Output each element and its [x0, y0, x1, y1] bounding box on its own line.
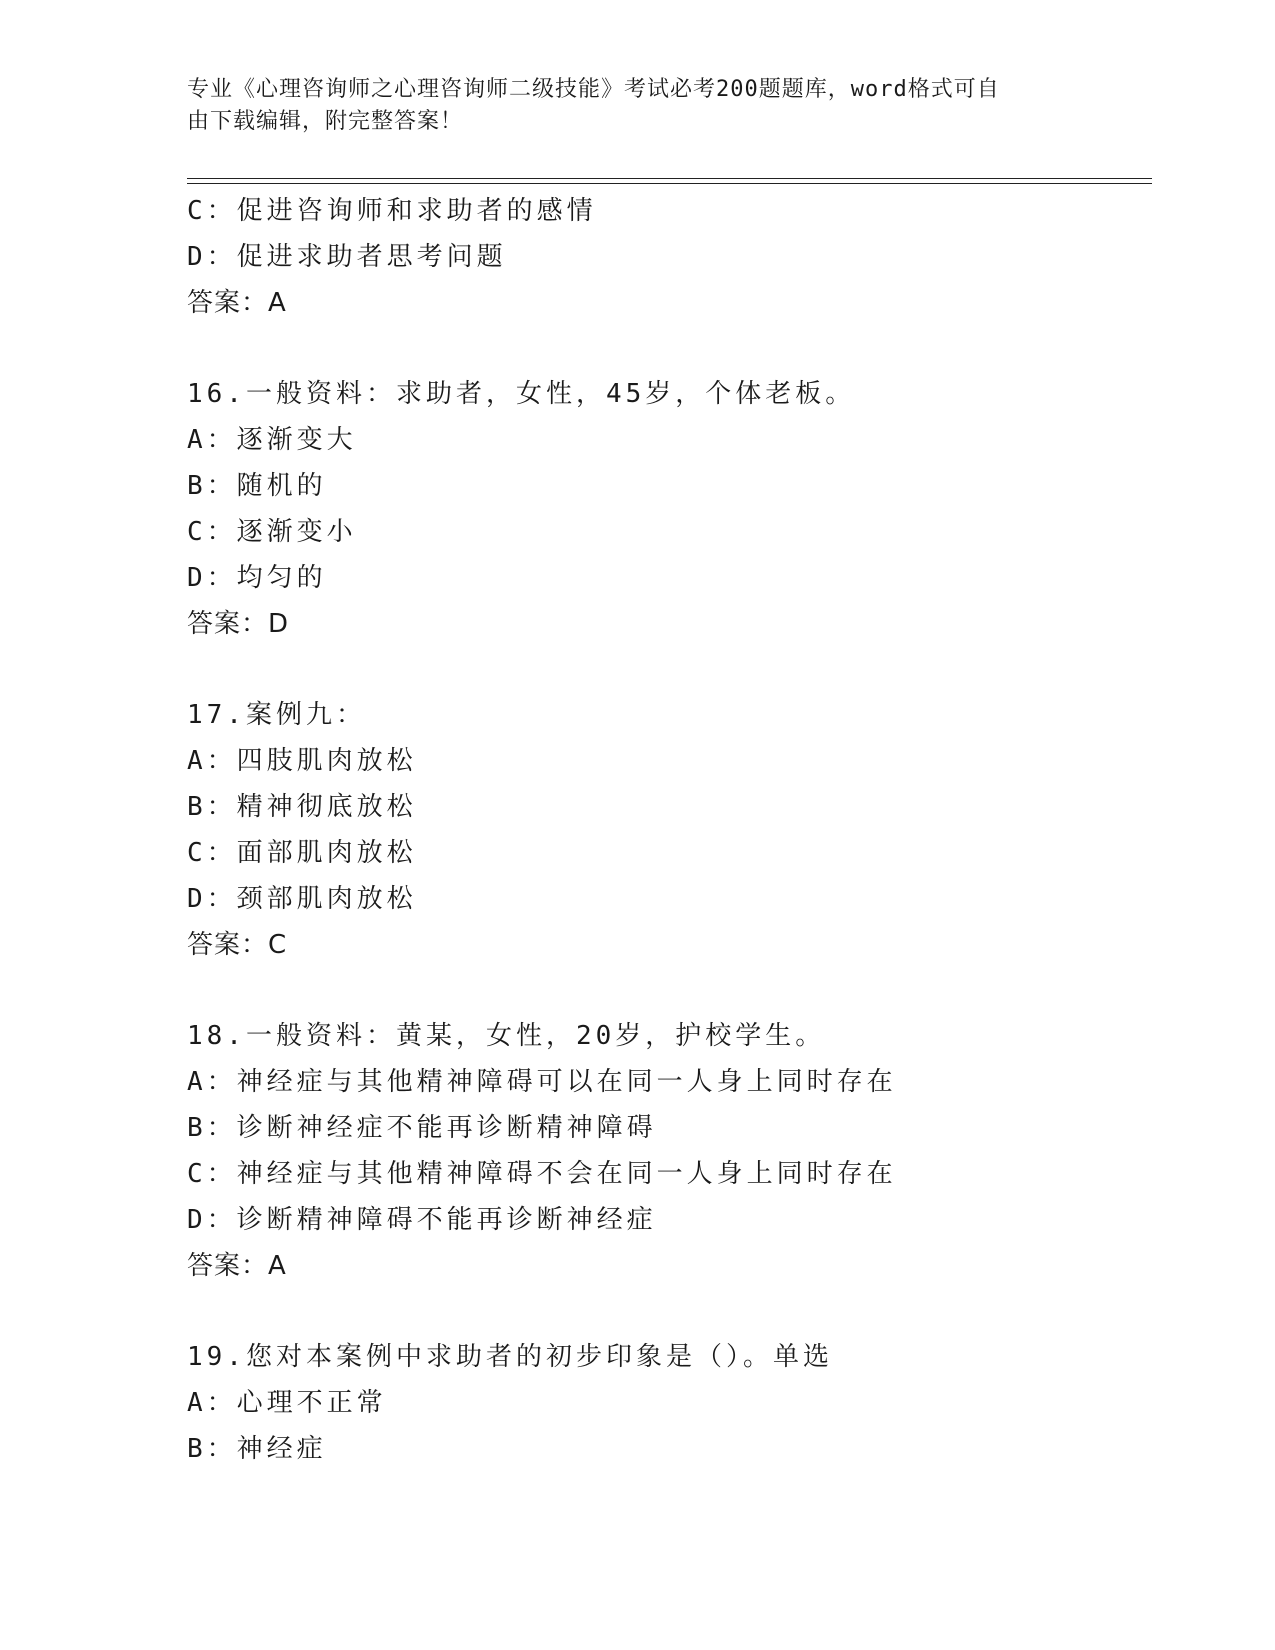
option-a: A：逐渐变大	[187, 425, 357, 455]
question-list	[187, 188, 1147, 1472]
header-line-1: 专业《心理咨询师之心理咨询师二级技能》考试必考200题题库，word格式可自	[187, 77, 1000, 102]
answer-line: 答案：D	[187, 609, 290, 639]
answer-line: 答案：A	[187, 288, 287, 318]
document-header	[187, 74, 1087, 138]
option-b: B：随机的	[187, 471, 327, 501]
option-b: B：精神彻底放松	[187, 792, 417, 822]
question-stem: 17.案例九：	[187, 700, 366, 730]
question-stem: 19.您对本案例中求助者的初步印象是（）。单选	[187, 1342, 833, 1372]
header-line-2: 由下载编辑，附完整答案！	[187, 109, 464, 134]
option-c: C：逐渐变小	[187, 517, 357, 547]
option-b: B：诊断神经症不能再诊断精神障碍	[187, 1113, 657, 1143]
question-stem: 16.一般资料：求助者，女性，45岁，个体老板。	[187, 379, 856, 409]
option-c: C：面部肌肉放松	[187, 838, 417, 868]
option-d: D：诊断精神障碍不能再诊断神经症	[187, 1205, 657, 1235]
option-b: B：神经症	[187, 1434, 327, 1464]
option-d: D：均匀的	[187, 563, 327, 593]
answer-line: 答案：A	[187, 1251, 287, 1281]
question-stem: 18.一般资料：黄某，女性，20岁，护校学生。	[187, 1021, 826, 1051]
option-a: A：心理不正常	[187, 1388, 387, 1418]
answer-line: 答案：C	[187, 930, 288, 960]
option-c: C：促进咨询师和求助者的感情	[187, 196, 597, 226]
option-a: A：四肢肌肉放松	[187, 746, 417, 776]
option-d: D：颈部肌肉放松	[187, 884, 417, 914]
option-a: A：神经症与其他精神障碍可以在同一人身上同时存在	[187, 1067, 897, 1097]
header-divider-top	[187, 178, 1152, 179]
header-divider-bottom	[187, 183, 1152, 184]
option-c: C：神经症与其他精神障碍不会在同一人身上同时存在	[187, 1159, 897, 1189]
option-d: D：促进求助者思考问题	[187, 242, 507, 272]
